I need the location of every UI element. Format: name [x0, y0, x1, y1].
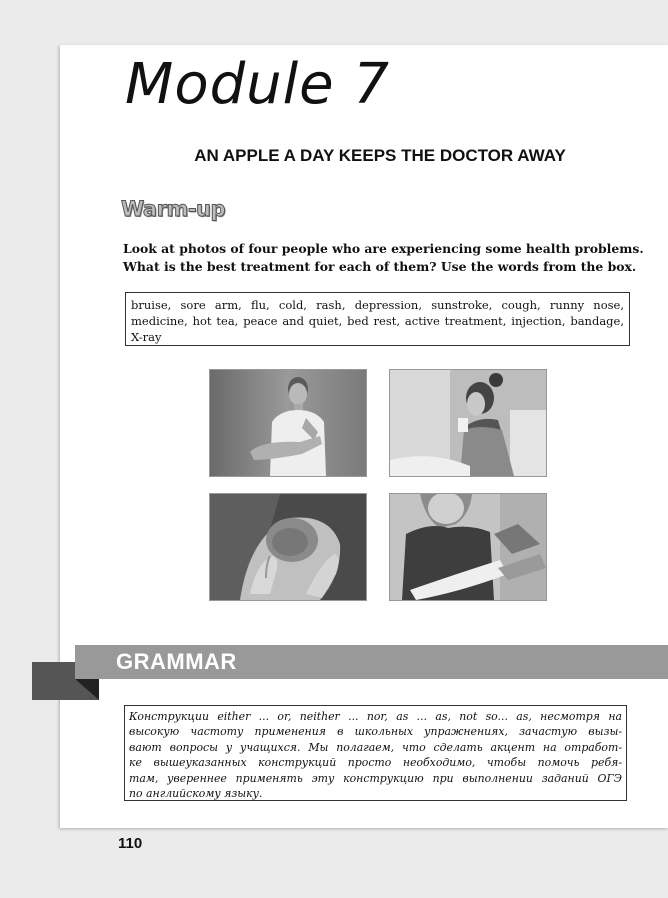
note-line: вают вопросы у учащихся. Мы полагаем, что сделать акцент на отработ- [129, 740, 622, 754]
photo-bandaged-arm [389, 493, 547, 601]
warmup-instructions [123, 240, 643, 276]
vocabulary-box: bruise, sore arm, flu, cold, rash, depression, sunstroke, cough, runny nose, medicine, hot tea, peace and quiet, bed rest, active treatment, injection, bandage, X-ray [125, 292, 630, 346]
photo-man-arm [209, 369, 367, 477]
warmup-heading: Warm-up [121, 197, 226, 221]
instruction-line: What is the best treatment for each of them? Use the words from the box. [123, 259, 637, 274]
unit-title: AN APPLE A DAY KEEPS THE DOCTOR AWAY [194, 146, 566, 165]
photo-bruised-knee [209, 493, 367, 601]
photo-woman-flu [389, 369, 547, 477]
page-number: 110 [118, 835, 143, 852]
note-line: Конструкции either ... or, neither ... nor, as ... as, not so... as, несмотря на [129, 710, 622, 723]
note-line: ке вышеуказанных конструкций просто необходимо, чтобы помочь ребя- [129, 756, 622, 770]
grammar-heading: GRAMMAR [116, 649, 237, 674]
note-line: там, увереннее применять эту конструкцию при выполнении заданий ОГЭ [129, 771, 622, 785]
note-line: по английскому языку. [129, 787, 263, 801]
grammar-note-box [124, 705, 627, 801]
grammar-accent-shadow [75, 679, 99, 700]
module-title: Module 7 [125, 52, 391, 117]
note-line: высокую частоту применения в школьных упражнениях, зачастую вызы- [129, 725, 622, 739]
instruction-line: Look at photos of four people who are experiencing some health problems. [123, 241, 644, 256]
